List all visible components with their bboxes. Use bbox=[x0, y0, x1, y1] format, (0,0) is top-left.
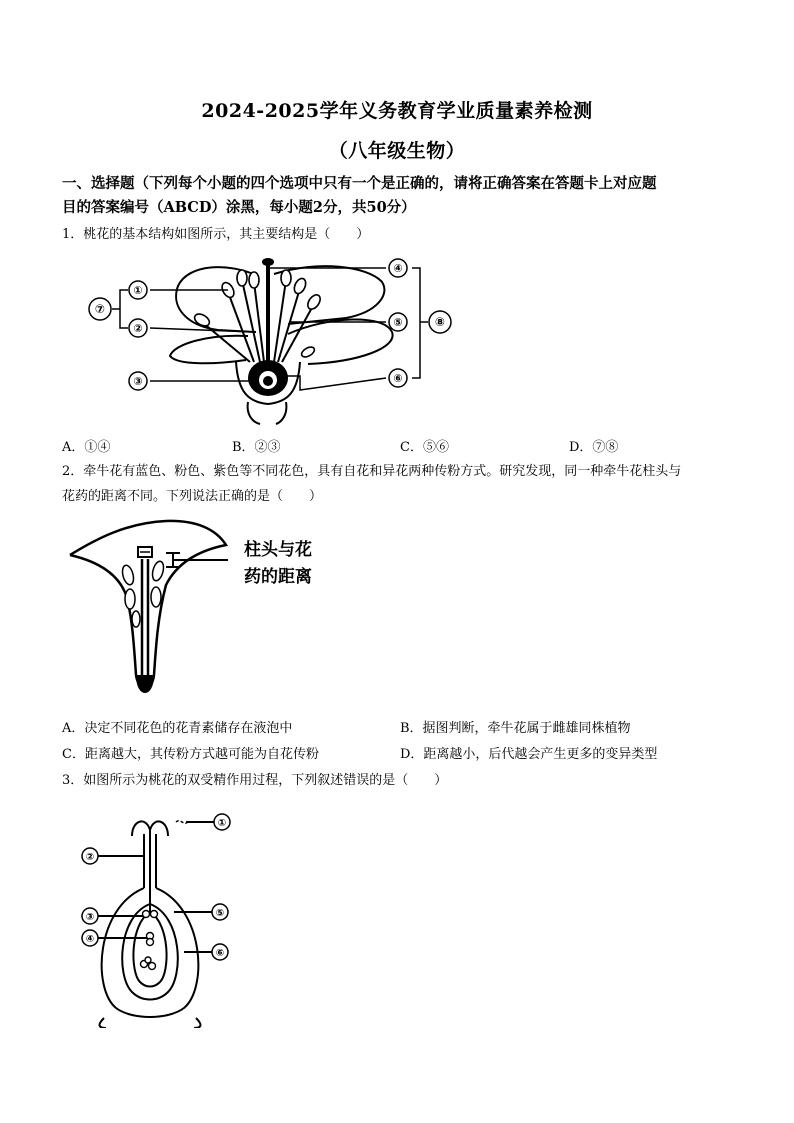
question-2-stem-line1: 2．牵牛花有蓝色、粉色、紫色等不同花色，具有自花和异花两种传粉方式。研究发现，同一种牵牛花柱头与 bbox=[62, 464, 682, 479]
double-fertilization-diagram bbox=[76, 808, 246, 1028]
q2-option-c[interactable]: C．距离越大，其传粉方式越可能为自花传粉 bbox=[62, 747, 319, 762]
question-3-stem: 3．如图所示为桃花的双受精作用过程，下列叙述错误的是（ ） bbox=[62, 773, 448, 788]
fig1-label-5: ⑤ bbox=[393, 316, 403, 329]
fig1-label-6: ⑥ bbox=[393, 372, 403, 385]
exam-title: 2024-2025学年义务教育学业质量素养检测 bbox=[201, 100, 593, 122]
fig3-label-6: ⑥ bbox=[215, 948, 225, 959]
fig3-label-3: ③ bbox=[85, 912, 95, 923]
question-1-stem: 1．桃花的基本结构如图所示，其主要结构是（ ） bbox=[62, 227, 370, 242]
q2-option-b[interactable]: B．据图判断，牵牛花属于雌雄同株植物 bbox=[400, 721, 631, 736]
q1-option-a[interactable]: A．①④ bbox=[62, 440, 111, 455]
q1-option-d[interactable]: D．⑦⑧ bbox=[569, 440, 619, 455]
fig1-label-2: ② bbox=[133, 322, 143, 335]
section-heading-line2: 目的答案编号（ABCD）涂黑，每小题2分，共50分） bbox=[62, 199, 416, 216]
fig3-label-4: ④ bbox=[85, 934, 95, 945]
q2-option-a[interactable]: A．决定不同花色的花青素储存在液泡中 bbox=[62, 721, 293, 736]
section-heading-line1: 一、选择题（下列每个小题的四个选项中只有一个是正确的，请将正确答案在答题卡上对应题 bbox=[62, 175, 657, 192]
fig1-label-1: ① bbox=[133, 284, 143, 297]
exam-subtitle: （八年级生物） bbox=[328, 140, 466, 162]
fig1-label-7: ⑦ bbox=[94, 302, 106, 316]
distance-label-line1: 柱头与花 bbox=[244, 540, 312, 560]
distance-label-line2: 药的距离 bbox=[244, 567, 312, 587]
q2-option-d[interactable]: D．距离越小，后代越会产生更多的变异类型 bbox=[400, 747, 658, 762]
q1-option-b[interactable]: B．②③ bbox=[232, 440, 281, 455]
morning-glory-diagram bbox=[66, 515, 246, 705]
fig1-label-4: ④ bbox=[393, 262, 403, 275]
fig1-label-3: ③ bbox=[133, 375, 143, 388]
fig3-label-2: ② bbox=[85, 852, 95, 863]
fig1-label-8: ⑧ bbox=[434, 315, 446, 329]
fig3-label-1: ① bbox=[217, 818, 227, 829]
q1-option-c[interactable]: C．⑤⑥ bbox=[400, 440, 449, 455]
peach-flower-diagram bbox=[78, 252, 458, 432]
fig3-label-5: ⑤ bbox=[215, 908, 225, 919]
question-2-stem-line2: 花药的距离不同。下列说法正确的是（ ） bbox=[62, 489, 323, 504]
